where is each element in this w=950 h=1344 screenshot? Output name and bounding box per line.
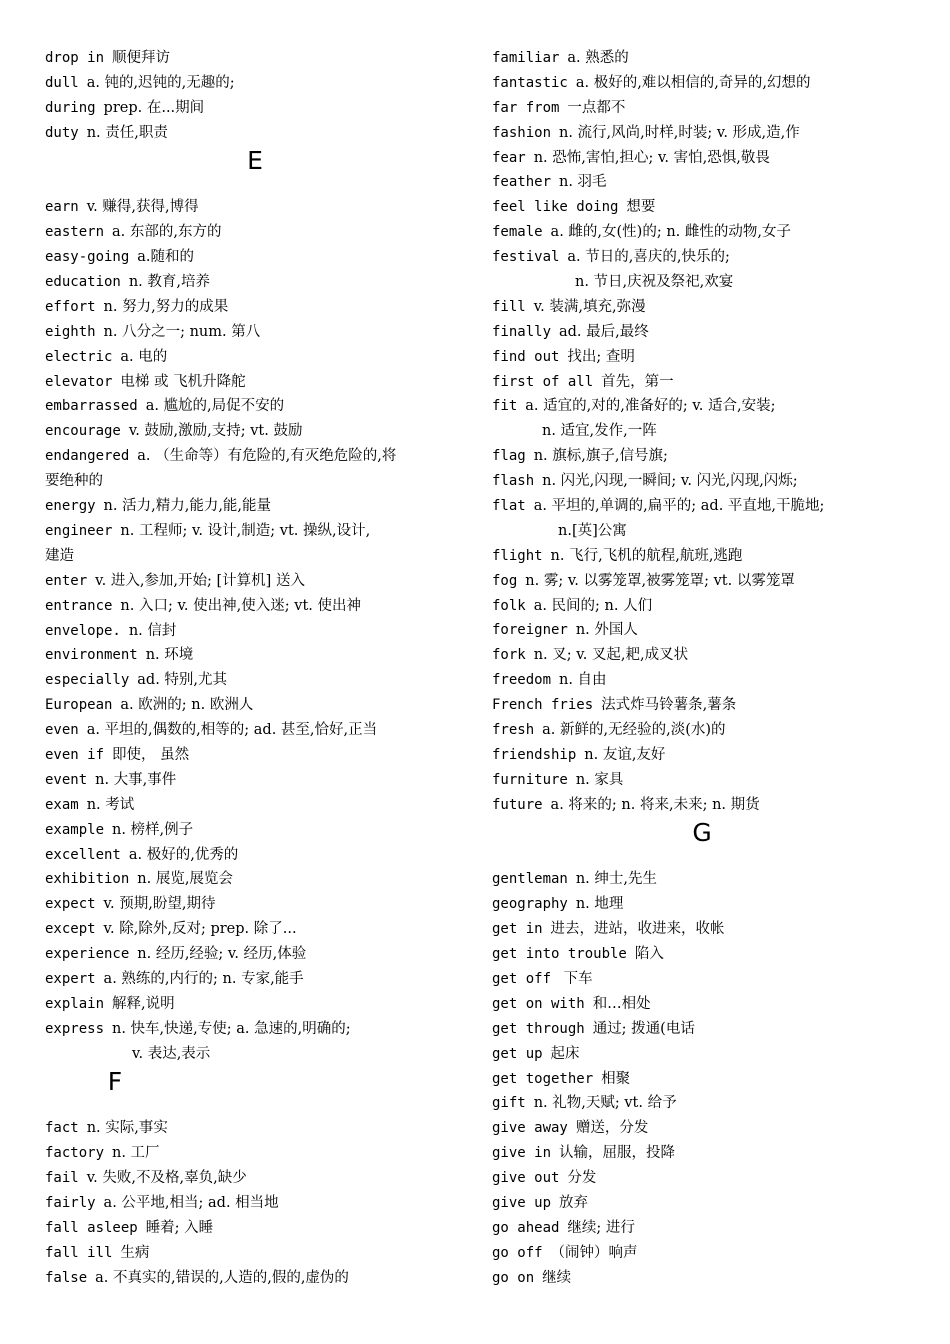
vocab-definition: 赠送，分发 (575, 1120, 649, 1137)
vocab-word: exhibition (45, 871, 130, 888)
vocab-entry (45, 295, 465, 320)
vocab-entry (45, 768, 465, 793)
vocab-definition: n. 活力,精力,能力,能,能量 (103, 498, 272, 515)
vocab-word: fall asleep (45, 1219, 138, 1236)
vocab-definition: v. 除,除外,反对; prep. 除了... (103, 921, 297, 938)
vocab-entry (45, 619, 465, 644)
vocab-entry (492, 1017, 912, 1042)
vocab-word: event (45, 771, 88, 788)
vocab-definition-continued: 要绝种的 (45, 473, 103, 490)
vocab-entry (492, 1116, 912, 1141)
vocab-definition: 想要 (626, 199, 656, 216)
vocab-definition: v. 赚得,获得,博得 (86, 199, 199, 216)
vocab-definition: v. 失败,不及格,辜负,缺少 (86, 1170, 247, 1187)
vocab-definition: a. 不真实的,错误的,人造的,假的,虚伪的 (95, 1269, 349, 1286)
vocab-entry (45, 1266, 465, 1291)
vocab-entry (45, 96, 465, 121)
vocab-word: get into trouble (492, 946, 627, 963)
vocab-entry (45, 121, 465, 146)
vocab-word: fill (492, 298, 526, 315)
vocab-definition: 找出; 查明 (567, 348, 635, 365)
vocab-entry (45, 519, 465, 569)
vocab-word: expert (45, 971, 96, 988)
vocab-word: fall ill (45, 1244, 113, 1261)
vocab-word: far from (492, 99, 560, 116)
vocab-entry (45, 892, 465, 917)
vocab-word: give up (492, 1194, 552, 1211)
section-heading: E (247, 145, 263, 175)
vocab-entry (45, 419, 465, 444)
vocab-entry (45, 793, 465, 818)
vocab-definition: ad. 最后,最终 (558, 323, 649, 340)
vocab-entry (492, 618, 912, 643)
vocab-definition: 通过; 拨通(电话 (592, 1020, 695, 1037)
section-heading: G (692, 817, 712, 847)
vocab-definition: n. 旗标,旗子,信号旗; (533, 448, 668, 465)
vocab-definition: n. 绅士,先生 (575, 871, 657, 888)
vocab-definition: a. 节日的,喜庆的,快乐的; (567, 249, 730, 266)
vocab-definition: （闹钟）响声 (550, 1244, 638, 1261)
vocab-word: flat (492, 498, 526, 515)
definition-continuation: n. 适宜,发作,一阵 (542, 423, 657, 440)
vocab-word: fairly (45, 1195, 96, 1212)
vocab-word: give in (492, 1145, 552, 1162)
vocab-word: future (492, 796, 543, 813)
vocab-definition: a. 公平地,相当; ad. 相当地 (103, 1195, 279, 1212)
vocab-word: fashion (492, 124, 552, 141)
section-heading: F (107, 1066, 123, 1096)
vocab-word: engineer (45, 522, 113, 539)
vocab-definition: n. 羽毛 (558, 174, 607, 191)
vocab-definition: 陷入 (634, 946, 664, 963)
vocab-entry (45, 71, 465, 96)
vocab-definition: n. 八分之一; num. 第八 (103, 323, 261, 340)
vocab-entry (492, 643, 912, 668)
vocab-definition: 放弃 (558, 1194, 588, 1211)
vocab-word: express (45, 1020, 105, 1037)
vocab-definition: a. 东部的,东方的 (111, 224, 222, 241)
vocab-word: excellent (45, 846, 121, 863)
vocab-entry (492, 1266, 912, 1291)
vocab-definition: 顺便拜访 (111, 50, 170, 66)
vocab-definition: prep. 在...期间 (103, 99, 205, 116)
vocab-entry (492, 295, 912, 320)
vocab-word: go off (492, 1244, 543, 1261)
vocab-entry (492, 245, 912, 270)
vocab-definition: n. 入口; v. 使出神,使入迷; vt. 使出神 (120, 597, 361, 614)
definition-continuation: v. 表达,表示 (132, 1045, 211, 1062)
vocab-entry (492, 793, 912, 818)
vocab-entry (45, 1166, 465, 1191)
vocab-entry (45, 320, 465, 345)
vocab-definition: 睡着; 入睡 (145, 1219, 214, 1236)
vocab-entry (492, 1191, 912, 1216)
vocab-entry (492, 892, 912, 917)
vocab-entry (492, 170, 912, 195)
vocab-word: duty (45, 124, 79, 141)
vocab-definition: n. 家具 (575, 771, 624, 788)
right-column (492, 46, 912, 1291)
vocab-entry (45, 643, 465, 668)
vocab-word: get through (492, 1020, 585, 1037)
vocab-word: false (45, 1269, 88, 1286)
vocab-word: fit (492, 398, 518, 415)
vocab-definition: 认输，屈服，投降 (558, 1145, 675, 1162)
vocab-word: folk (492, 597, 526, 614)
vocab-word: gift (492, 1095, 526, 1112)
vocab-definition: 进去，进站，收进来，收帐 (550, 921, 725, 938)
vocab-word: French fries (492, 697, 594, 714)
vocab-definition: n. 礼物,天赋; vt. 给予 (533, 1095, 677, 1112)
vocab-definition: 即使， 虽然 (111, 747, 190, 764)
vocab-word: energy (45, 498, 96, 515)
vocab-definition: a. 将来的; n. 将来,未来; n. 期货 (550, 796, 760, 813)
vocab-word: expect (45, 896, 96, 913)
vocab-definition: a. （生命等）有危险的,有灭绝危险的,将 (137, 448, 397, 465)
vocab-word: example (45, 821, 105, 838)
vocab-word: feel like doing (492, 199, 619, 216)
vocab-entry (45, 594, 465, 619)
vocab-entry (492, 494, 912, 519)
vocab-word: geography (492, 896, 568, 913)
vocab-entry (492, 1141, 912, 1166)
vocab-word: go on (492, 1269, 535, 1286)
vocab-entry (45, 668, 465, 693)
vocab-entry (45, 743, 465, 768)
vocab-entry (45, 942, 465, 967)
vocab-entry (492, 469, 912, 494)
vocab-definition: n. 考试 (86, 796, 135, 813)
vocab-definition: n. 教育,培养 (128, 274, 210, 291)
vocab-entry (45, 967, 465, 992)
vocab-entry (492, 1067, 912, 1092)
vocab-word: drop in (45, 50, 105, 66)
vocab-definition: 继续; 进行 (567, 1219, 635, 1236)
vocab-entry (492, 544, 912, 569)
vocab-entry (492, 917, 912, 942)
vocab-word: dull (45, 74, 79, 91)
vocab-entry (492, 569, 912, 594)
vocab-definition: n. 经历,经验; v. 经历,体验 (137, 946, 307, 963)
vocab-definition: 一点都不 (567, 99, 626, 116)
vocab-word: get up (492, 1045, 543, 1062)
vocab-definition: n. 责任,职责 (86, 124, 168, 141)
vocab-definition: 解释,说明 (111, 995, 175, 1012)
vocab-entry (492, 96, 912, 121)
vocab-definition: n. 叉; v. 叉起,耙,成叉状 (533, 647, 689, 664)
vocab-definition: n. 展览,展览会 (137, 871, 233, 888)
vocab-word: foreigner (492, 622, 568, 639)
vocab-word: friendship (492, 746, 577, 763)
vocab-word: enter (45, 572, 88, 589)
vocab-entry (492, 121, 912, 146)
vocab-definition: n. 飞行,飞机的航程,航班,逃跑 (550, 547, 743, 564)
vocab-definition: a. 平坦的,偶数的,相等的; ad. 甚至,恰好,正当 (86, 722, 378, 739)
vocab-definition: v. 鼓励,激励,支持; vt. 鼓励 (128, 423, 303, 440)
vocab-word: get on with (492, 995, 585, 1012)
vocab-entry (492, 693, 912, 718)
vocab-definition: 首先，第一 (601, 373, 674, 390)
vocab-entry (45, 270, 465, 295)
definition-continuation: n.[英]公寓 (558, 522, 627, 539)
vocab-word: eastern (45, 224, 105, 241)
vocab-word: explain (45, 995, 105, 1012)
vocab-word: except (45, 921, 96, 938)
vocab-definition: n. 工程师; v. 设计,制造; vt. 操纵,设计, (120, 522, 371, 539)
vocab-definition: n. 工厂 (111, 1145, 160, 1162)
vocab-entry (492, 594, 912, 619)
vocab-definition: ad. 特别,尤其 (137, 672, 228, 689)
vocab-entry (492, 867, 912, 892)
vocab-word: get together (492, 1070, 594, 1087)
vocab-word: earn (45, 199, 79, 216)
vocab-entry (492, 992, 912, 1017)
vocab-entry (45, 345, 465, 370)
vocab-word: envelope. (45, 622, 121, 639)
vocab-word: embarrassed (45, 398, 138, 415)
vocab-word: factory (45, 1145, 105, 1162)
vocab-definition: a. 尴尬的,局促不安的 (145, 398, 285, 415)
vocab-definition: 法式炸马铃薯条,薯条 (601, 697, 737, 714)
vocab-definition: n. 信封 (128, 622, 177, 639)
vocab-word: endangered (45, 448, 130, 465)
vocab-word: fear (492, 149, 526, 166)
definition-continuation: n. 节日,庆祝及祭祀,欢宴 (575, 274, 734, 291)
vocab-word: fact (45, 1120, 79, 1137)
vocab-definition: v. 预期,盼望,期待 (103, 896, 216, 913)
vocab-entry (492, 942, 912, 967)
vocab-word: fantastic (492, 74, 568, 91)
vocab-entry (492, 71, 912, 96)
vocab-entry (492, 668, 912, 693)
vocab-definition: n. 环境 (145, 647, 194, 664)
vocab-entry (45, 843, 465, 868)
vocab-definition: n. 努力,努力的成果 (103, 298, 229, 315)
vocab-entry (492, 444, 912, 469)
vocab-entry (45, 867, 465, 892)
vocab-word: experience (45, 946, 130, 963)
vocab-definition: n. 流行,风尚,时样,时装; v. 形成,造,作 (558, 124, 800, 141)
vocab-word: during (45, 99, 96, 116)
vocab-definition: a. 雌的,女(性)的; n. 雌性的动物,女子 (550, 224, 791, 241)
vocab-definition: a. 适宜的,对的,准备好的; v. 适合,安装; (525, 398, 776, 415)
vocab-definition: 下车 (558, 970, 593, 987)
vocab-definition: 分发 (567, 1170, 597, 1187)
vocab-entry (492, 345, 912, 370)
vocab-entry (45, 818, 465, 843)
vocab-word: encourage (45, 423, 121, 440)
vocab-definition: 继续 (542, 1269, 572, 1286)
vocab-definition: n. 快车,快递,专使; a. 急速的,明确的; (111, 1020, 351, 1037)
vocab-definition: n. 友谊,友好 (584, 746, 666, 763)
vocab-definition: a.随和的 (137, 249, 195, 266)
vocab-definition: n. 闪光,闪现,一瞬间; v. 闪光,闪现,闪烁; (542, 473, 798, 490)
vocab-word: go ahead (492, 1219, 560, 1236)
vocab-word: fresh (492, 722, 535, 739)
vocab-word: flag (492, 448, 526, 465)
vocab-entry (492, 320, 912, 345)
vocab-word: fork (492, 647, 526, 664)
vocab-entry (45, 1141, 465, 1166)
vocab-word: even if (45, 747, 105, 764)
vocab-word: eighth (45, 323, 96, 340)
vocab-entry (492, 1166, 912, 1191)
vocab-word: find out (492, 348, 560, 365)
vocab-word: easy-going (45, 249, 130, 266)
vocab-entry (492, 146, 912, 171)
vocab-definition: n. 恐怖,害怕,担心; v. 害怕,恐惧,敬畏 (533, 149, 770, 166)
vocab-word: even (45, 722, 79, 739)
vocab-entry (45, 220, 465, 245)
vocab-definition: 电梯 或 飞机升降舵 (120, 373, 246, 390)
vocab-word: first of all (492, 373, 594, 390)
vocab-entry (45, 569, 465, 594)
vocab-word: entrance (45, 597, 113, 614)
vocab-entry (492, 1241, 912, 1266)
vocab-entry (45, 917, 465, 942)
vocab-word: effort (45, 298, 96, 315)
vocab-definition: 起床 (550, 1045, 580, 1062)
vocab-word: flight (492, 547, 543, 564)
vocab-entry (492, 743, 912, 768)
vocab-entry (45, 245, 465, 270)
vocab-entry (492, 370, 912, 395)
vocab-entry (45, 195, 465, 220)
vocab-definition-continued: 建造 (45, 547, 74, 564)
vocab-word: feather (492, 174, 552, 191)
vocab-entry (45, 494, 465, 519)
vocab-word: flash (492, 473, 535, 490)
vocab-definition: n. 实际,事实 (86, 1120, 168, 1137)
vocab-definition: 相聚 (601, 1070, 631, 1087)
left-column (45, 46, 465, 1291)
vocab-definition: a. 平坦的,单调的,扁平的; ad. 平直地,干脆地; (533, 498, 825, 515)
vocab-definition: n. 自由 (558, 672, 607, 689)
vocab-word: exam (45, 796, 79, 813)
vocab-entry (45, 1191, 465, 1216)
vocab-word: give away (492, 1120, 568, 1137)
vocab-definition: a. 新鲜的,无经验的,淡(水)的 (542, 722, 726, 739)
vocab-word: give out (492, 1170, 560, 1187)
vocab-entry (45, 370, 465, 395)
vocab-word: elevator (45, 373, 113, 390)
vocab-definition: a. 欧洲的; n. 欧洲人 (120, 697, 254, 714)
vocab-word: gentleman (492, 871, 568, 888)
vocab-entry (45, 46, 465, 71)
vocab-definition: n. 榜样,例子 (111, 821, 194, 838)
vocab-word: get off (492, 970, 552, 987)
vocab-entry (492, 718, 912, 743)
vocab-entry (45, 1216, 465, 1241)
vocab-entry (45, 394, 465, 419)
vocab-entry (492, 768, 912, 793)
vocab-definition: n. 雾; v. 以雾笼罩,被雾笼罩; vt. 以雾笼罩 (525, 572, 795, 589)
vocab-definition: v. 装满,填充,弥漫 (533, 298, 646, 315)
vocab-entry (492, 1091, 912, 1116)
vocab-word: finally (492, 323, 552, 340)
vocab-definition: v. 进入,参加,开始; [计算机] 送入 (95, 572, 305, 589)
vocab-definition: 和…相处 (592, 995, 651, 1012)
vocab-entry (492, 967, 912, 992)
vocab-definition: n. 地理 (575, 896, 624, 913)
vocab-word: electric (45, 348, 113, 365)
vocab-word: especially (45, 672, 130, 689)
vocab-word: female (492, 224, 543, 241)
vocab-word: European (45, 697, 113, 714)
vocab-definition: a. 熟练的,内行的; n. 专家,能手 (103, 971, 304, 988)
vocab-word: environment (45, 647, 138, 664)
vocab-entry (492, 220, 912, 245)
vocab-entry (492, 195, 912, 220)
vocab-word: fog (492, 572, 518, 589)
vocab-entry (492, 46, 912, 71)
vocab-word: freedom (492, 672, 552, 689)
vocab-entry (492, 394, 912, 419)
vocab-word: furniture (492, 771, 568, 788)
vocab-entry (45, 1017, 465, 1042)
vocab-word: festival (492, 249, 560, 266)
vocab-entry (45, 992, 465, 1017)
vocab-definition: n. 外国人 (575, 622, 638, 639)
vocab-definition: n. 大事,事件 (95, 771, 177, 788)
vocab-entry (492, 1216, 912, 1241)
vocab-definition: a. 极好的,优秀的 (128, 846, 239, 863)
vocab-entry (45, 444, 465, 494)
vocab-definition: 生病 (120, 1244, 150, 1261)
vocab-definition: a. 熟悉的 (567, 50, 629, 66)
vocab-entry (492, 1042, 912, 1067)
vocab-entry (45, 1116, 465, 1141)
vocab-definition: a. 钝的,迟钝的,无趣的; (86, 74, 235, 91)
vocab-entry (45, 1241, 465, 1266)
vocab-word: get in (492, 921, 543, 938)
vocab-entry (45, 718, 465, 743)
vocab-entry (45, 693, 465, 718)
vocab-word: education (45, 274, 121, 291)
vocab-definition: a. 民间的; n. 人们 (533, 597, 653, 614)
vocab-definition: a. 极好的,难以相信的,奇异的,幻想的 (575, 74, 811, 91)
vocab-word: fail (45, 1170, 79, 1187)
vocab-definition: a. 电的 (120, 348, 168, 365)
vocab-word: familiar (492, 50, 560, 66)
